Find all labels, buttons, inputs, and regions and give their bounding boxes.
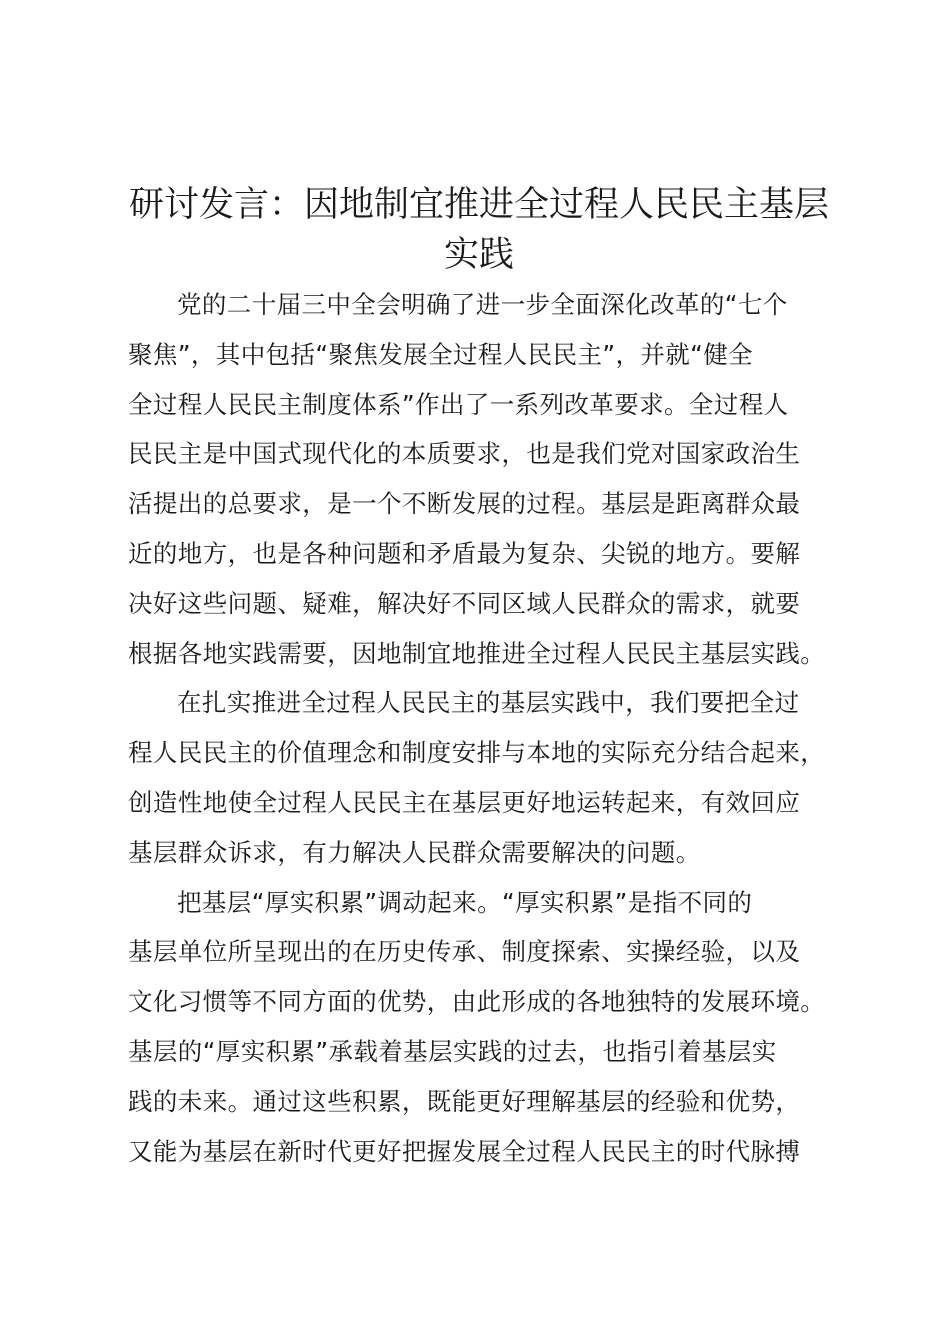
paragraph-3-line: 又能为基层在新时代更好把握发展全过程人民民主的时代脉搏 [128, 1136, 801, 1166]
title-line-1: 研讨发言：因地制宜推进全过程人民民主基层 [128, 185, 829, 225]
paragraph-3-line: 把基层“厚实积累”调动起来。“厚实积累”是指不同的 [177, 887, 753, 917]
paragraph-2-line: 基层群众诉求，有力解决人民群众需要解决的问题。 [128, 837, 701, 867]
paragraph-1-line: 近的地方，也是各种问题和矛盾最为复杂、尖锐的地方。要解 [128, 538, 801, 568]
paragraph-1-line: 党的二十届三中全会明确了进一步全面深化改革的“七个 [177, 290, 788, 319]
paragraph-1-line: 活提出的总要求，是一个不断发展的过程。基层是距离群众最 [128, 489, 801, 519]
paragraph-2-line: 创造性地使全过程人民民主在基层更好地运转起来，有效回应 [128, 787, 801, 817]
paragraph-1-line: 全过程人民民主制度体系”作出了一系列改革要求。全过程人 [128, 389, 789, 419]
paragraph-2-line: 程人民民主的价值理念和制度安排与本地的实际充分结合起来， [128, 738, 826, 768]
paragraph-3-line: 践的未来。通过这些积累，既能更好理解基层的经验和优势， [128, 1086, 801, 1116]
paragraph-1-line: 聚焦”，其中包括“聚焦发展全过程人民民主”，并就“健全 [128, 339, 754, 369]
paragraph-2-line: 在扎实推进全过程人民民主的基层实践中，我们要把全过 [177, 688, 800, 718]
paragraph-1-line: 民民主是中国式现代化的本质要求，也是我们党对国家政治生 [128, 439, 801, 469]
title-line-2: 实践 [443, 235, 514, 275]
document-body [128, 280, 834, 1176]
paragraph-3-line: 文化习惯等不同方面的优势，由此形成的各地独特的发展环境。 [128, 987, 826, 1017]
paragraph-1-line: 根据各地实践需要，因地制宜地推进全过程人民民主基层实践。 [128, 638, 826, 668]
paragraph-3-line: 基层的“厚实积累”承载着基层实践的过去，也指引着基层实 [128, 1036, 777, 1066]
document-title [120, 180, 838, 280]
paragraph-3-line: 基层单位所呈现出的在历史传承、制度探索、实操经验，以及 [128, 937, 801, 967]
paragraph-1-line: 决好这些问题、疑难，解决好不同区域人民群众的需求，就要 [128, 588, 801, 618]
